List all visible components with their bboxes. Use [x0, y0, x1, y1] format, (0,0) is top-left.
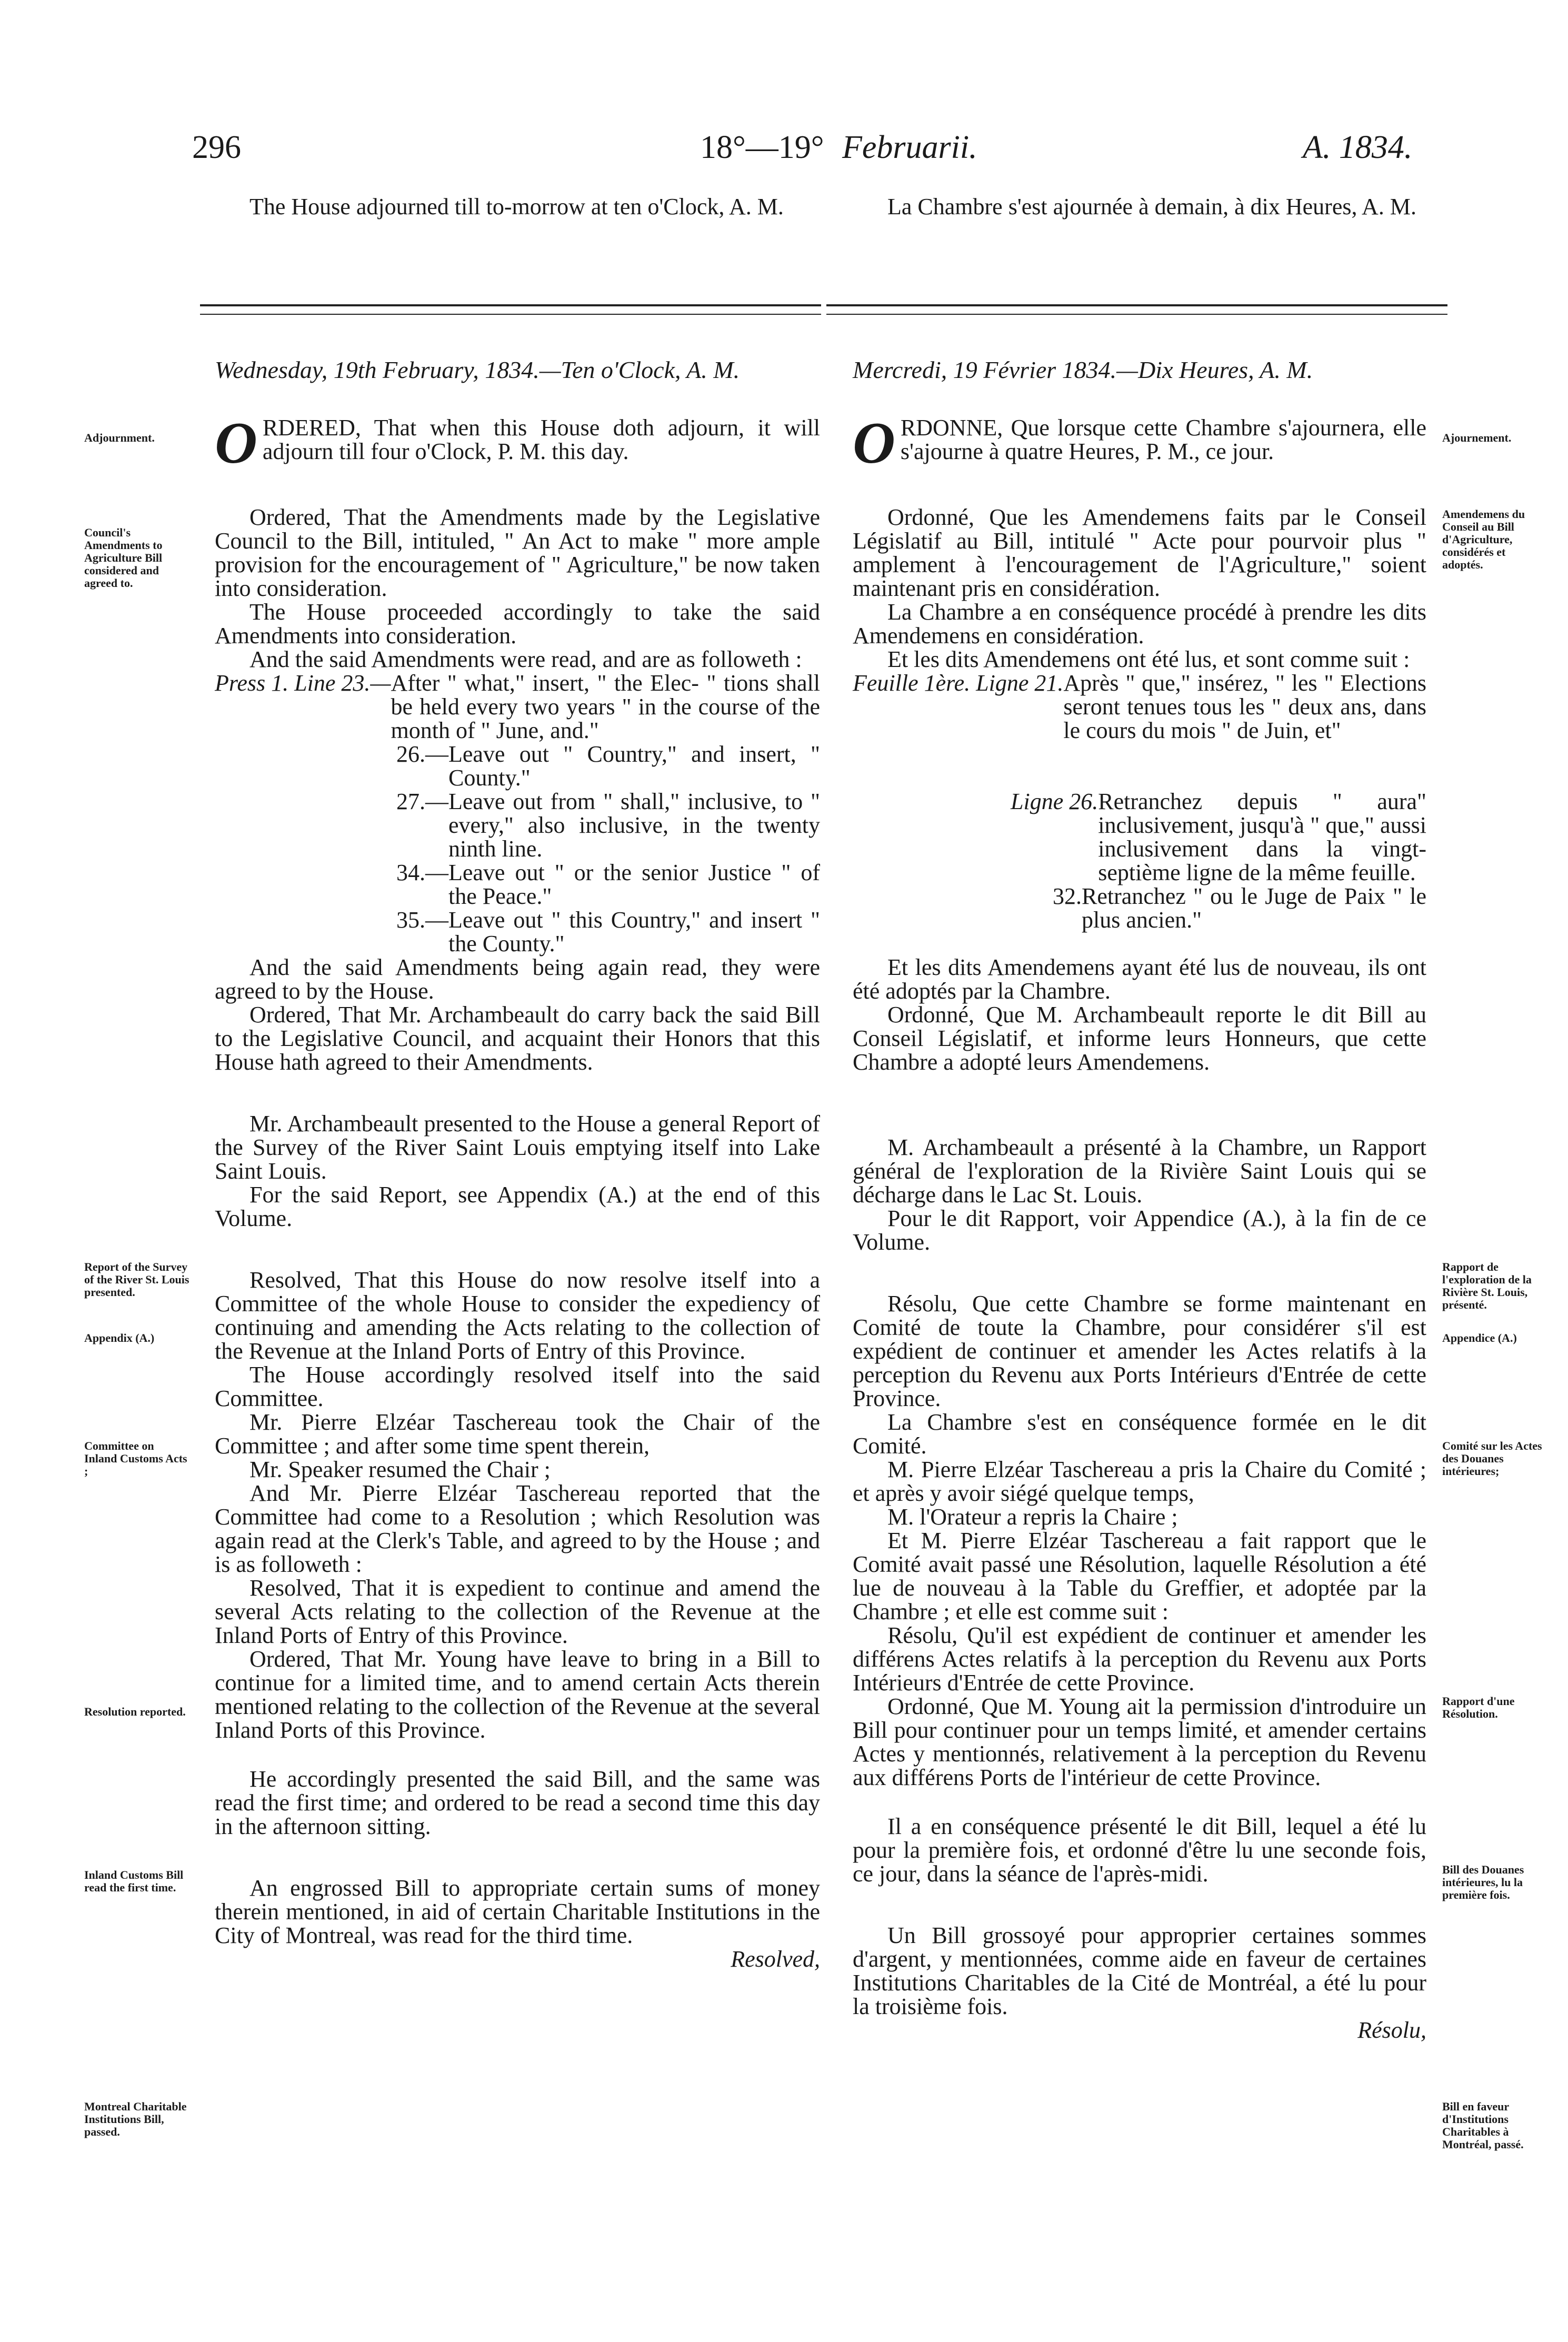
amend-order-fr: Ordonné, Que les Amendemens faits par le Conseil Législatif au Bill, intitulé " Acte pour pourvoir plus " amplement à l'encouragement de l'Agriculture," soient maintenant pris en considération. — [853, 504, 1426, 601]
catchword-fr: Résolu, — [1357, 2017, 1426, 2043]
report-appendix-fr: Pour le dit Rapport, voir Appendice (A.), à la fin de ce Volume. — [853, 1205, 1426, 1255]
margin-rapport: Rapport de l'exploration de la Rivière St. Louis, présenté. — [1442, 1260, 1532, 1311]
amend-read-en: And the said Amendments were read, and are as followeth : — [249, 646, 802, 672]
adjourn-order-en: ORDERED, That when this House doth adjourn, it will adjourn till four o'Clock, P. M. this day. — [215, 411, 820, 476]
margin-councils-amendments: Council's Amendments to Agriculture Bill considered and agreed to. — [84, 526, 163, 590]
reported-fr: Et M. Pierre Elzéar Taschereau a fait rapport que le Comité avait passé une Résolution, laquelle Résolution a été lue de nouveau à la Table du Greffier, et adoptée par la Chambre ; et elle est comme suit : — [853, 1528, 1426, 1625]
speaker-fr: M. l'Orateur a repris la Chaire ; — [887, 1504, 1178, 1530]
english-column — [215, 411, 820, 1972]
presented-en: He accordingly presented the said Bill, and the same was read the first time; and ordered to be read a second time this day in the afternoon sitting. — [215, 1766, 820, 1839]
margin-appendix: Appendix (A.) — [84, 1331, 155, 1344]
amendment-en-2: 26.— Leave out " Country," and insert, " County." — [396, 741, 820, 791]
margin-bill-douanes: Bill des Douanes intérieures, lu la première fois. — [1442, 1863, 1524, 1901]
top-en: The House adjourned till to-morrow at ten o'Clock, A. M. — [249, 194, 784, 220]
resolution-fr: Résolu, Qu'il est expédient de continuer et amender les différens Actes relatifs à la perception du Revenu aux Ports Intérieurs d'Entrée de cette Province. — [853, 1622, 1426, 1696]
rule-en-2 — [200, 314, 821, 315]
margin-inland-bill: Inland Customs Bill read the first time. — [84, 1868, 184, 1894]
amend-order-en: Ordered, That the Amendments made by the Legislative Council to the Bill, intituled, " An Act to make " more ample provision for the encouragement of " Agriculture," be now taken into consideration. — [215, 504, 820, 601]
rule-en-1 — [200, 304, 821, 306]
drop-cap-en: O — [215, 411, 257, 476]
report-en: Mr. Archambeault presented to the House a general Report of the Survey of the River Saint Louis emptying itself into Lake Saint Louis. — [215, 1111, 820, 1184]
top-fr: La Chambre s'est ajournée à demain, à dix Heures, A. M. — [887, 194, 1416, 220]
margin-amendemens: Amendemens du Conseil au Bill d'Agriculture, considérés et adoptés. — [1442, 507, 1525, 571]
french-column — [853, 411, 1426, 2043]
margin-montreal: Montreal Charitable Institutions Bill, passed. — [84, 2100, 187, 2138]
rule-fr-1 — [826, 304, 1447, 306]
margin-ajournement: Ajournement. — [1442, 431, 1512, 444]
margin-report: Report of the Survey of the River St. Louis presented. — [84, 1260, 189, 1299]
resolution-en: Resolved, That it is expedient to continue and amend the several Acts relating to the collection of the Revenue at the Inland Ports of Entry of this Province. — [215, 1575, 820, 1648]
margin-appendice: Appendice (A.) — [1442, 1331, 1517, 1344]
amendment-en-3: 27.— Leave out from " shall," inclusive, to " every," also inclusive, in the twenty ninth line. — [396, 789, 820, 862]
amendment-en-1: Press 1. Line 23.— After " what," insert, " the Elec- " tions shall be held every two years " in the course of the month of " June, and." — [215, 670, 820, 743]
running-year: A. 1834. — [1303, 129, 1413, 165]
montreal-fr: Un Bill grossoyé pour approprier certaines sommes d'argent, y mentionnées, comme aide en faveur de certaines Institutions Charitables de la Cité de Montréal, a été lu pour la troisième fois. — [853, 1922, 1426, 2019]
chair-en: Mr. Pierre Elzéar Taschereau took the Chair of the Committee ; and after some time spent therein, — [215, 1409, 820, 1459]
chair-fr: M. Pierre Elzéar Taschereau a pris la Chaire du Comité ; et après y avoir siégé quelque temps, — [853, 1457, 1426, 1506]
leave-fr: Ordonné, Que M. Young ait la permission d'introduire un Bill pour continuer pour un temps limité, et amender certains Actes y mentionnés, relativement à la perception du Revenu aux différens Ports de l'intérieur de cette Province. — [853, 1693, 1426, 1790]
committee-itself-fr: La Chambre s'est en conséquence formée en le dit Comité. — [853, 1409, 1426, 1459]
amendment-fr-1: Feuille 1ère. Ligne 21. Après " que," insérez, " les " Elections seront tenues tous les " deux ans, dans le cours du mois " de Juin, et" — [853, 670, 1426, 743]
margin-comite: Comité sur les Actes des Douanes intérieures; — [1442, 1439, 1542, 1478]
committee-itself-en: The House accordingly resolved itself into the said Committee. — [215, 1362, 820, 1411]
amend-proceed-en: The House proceeded accordingly to take the said Amendments into consideration. — [215, 599, 820, 649]
montreal-en: An engrossed Bill to appropriate certain sums of money therein mentioned, in aid of certain Charitable Institutions in the City of Montreal, was read for the third time. — [215, 1875, 820, 1948]
rule-fr-2 — [826, 314, 1447, 315]
reported-en: And Mr. Pierre Elzéar Taschereau reported that the Committee had come to a Resolution ; which Resolution was again read at the Clerk's Table, and agreed to by the House ; and is as followeth : — [215, 1480, 820, 1577]
committee-resolved-en: Resolved, That this House do now resolve itself into a Committee of the whole House to consider the expediency of continuing and amending the Acts relating to the collection of the Revenue at the Inland Ports of Entry of this Province. — [215, 1267, 820, 1364]
catchword-en: Resolved, — [731, 1946, 820, 1972]
presented-fr: Il a en conséquence présenté le dit Bill, lequel a été lu pour la première fois, et ordonné d'être lu une seconde fois, ce jour, dans la séance de l'après-midi. — [853, 1813, 1426, 1887]
dateline-fr: Mercredi, 19 Février 1834.—Dix Heures, A. M. — [853, 356, 1313, 383]
margin-adjournment: Adjournment. — [84, 431, 155, 444]
amend-carry-fr: Ordonné, Que M. Archambeault reporte le dit Bill au Conseil Législatif, et informe leurs Honneurs, que cette Chambre a adopté leurs Amendemens. — [853, 1002, 1426, 1075]
running-month: Februarii. — [842, 129, 977, 165]
margin-committee: Committee on Inland Customs Acts ; — [84, 1439, 187, 1478]
amend-proceed-fr: La Chambre a en conséquence procédé à prendre les dits Amendemens en considération. — [853, 599, 1426, 649]
adjourn-order-fr: ORDONNE, Que lorsque cette Chambre s'ajournera, elle s'ajourne à quatre Heures, P. M., ce jour. — [853, 411, 1426, 476]
amend-agreed-en: And the said Amendments being again read, they were agreed to by the House. — [215, 954, 820, 1004]
amend-carry-en: Ordered, That Mr. Archambeault do carry back the said Bill to the Legislative Council, and acquaint their Honors that this House hath agreed to their Amendments. — [215, 1002, 820, 1075]
dateline-en: Wednesday, 19th February, 1834.—Ten o'Clock, A. M. — [215, 356, 740, 383]
report-fr: M. Archambeault a présenté à la Chambre, un Rapport général de l'exploration de la Rivière Saint Louis qui se décharge dans le Lac St. Louis. — [853, 1134, 1426, 1208]
committee-resolved-fr: Résolu, Que cette Chambre se forme maintenant en Comité de toute la Chambre, pour considérer s'il est expédient de continuer et amender les Actes relatifs à la perception du Revenu aux Ports Intérieurs d'Entrée de cette Province. — [853, 1291, 1426, 1411]
amendment-en-4: 34.— Leave out " or the senior Justice " of the Peace." — [396, 860, 820, 909]
report-appendix-en: For the said Report, see Appendix (A.) at the end of this Volume. — [215, 1182, 820, 1231]
running-dates: 18°—19° — [700, 129, 824, 165]
amend-read-fr: Et les dits Amendemens ont été lus, et sont comme suit : — [887, 646, 1410, 672]
leave-en: Ordered, That Mr. Young have leave to bring in a Bill to continue for a limited time, and to amend certain Acts therein mentioned relating to the collection of the Revenue at the several Inland Ports of this Province. — [215, 1646, 820, 1743]
margin-bill-montreal: Bill en faveur d'Institutions Charitables à Montréal, passé. — [1442, 2100, 1524, 2151]
amendment-en-5: 35.— Leave out " this Country," and insert " the County." — [396, 907, 820, 956]
amend-agreed-fr: Et les dits Amendemens ayant été lus de nouveau, ils ont été adoptés par la Chambre. — [853, 954, 1426, 1004]
margin-resolution: Resolution reported. — [84, 1705, 186, 1718]
speaker-en: Mr. Speaker resumed the Chair ; — [249, 1457, 551, 1482]
page-number: 296 — [192, 129, 241, 165]
amendment-fr-3: 32. Retranchez " ou le Juge de Paix " le plus ancien." — [1053, 883, 1426, 933]
margin-rapport-resolution: Rapport d'une Résolution. — [1442, 1695, 1515, 1720]
drop-cap-fr: O — [853, 411, 895, 476]
amendment-fr-2: Ligne 26. Retranchez depuis " aura" inclusivement, jusqu'à " que," aussi inclusivement dans la vingt-septième ligne de la même feuille. — [1011, 789, 1426, 885]
